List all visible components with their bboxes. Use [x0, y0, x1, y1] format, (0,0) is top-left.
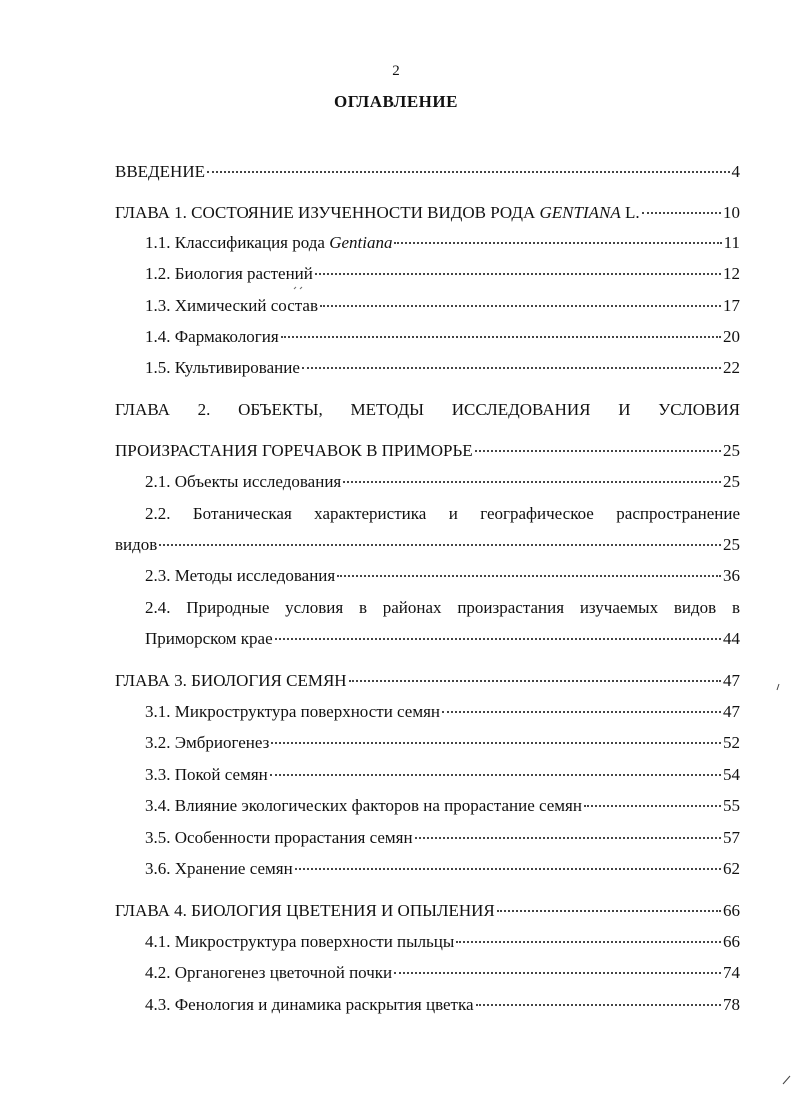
- dot-leader: [159, 544, 721, 546]
- toc-entry-3-6[interactable]: 3.6. Хранение семян 62: [145, 859, 740, 878]
- scan-mark: [777, 684, 779, 690]
- dot-leader: [475, 450, 721, 452]
- dot-leader: [584, 805, 721, 807]
- toc-entry-2-3[interactable]: 2.3. Методы исследования 36: [145, 566, 740, 585]
- scan-mark: [300, 287, 302, 289]
- scan-mark: [294, 287, 296, 289]
- dot-leader: [476, 1004, 721, 1006]
- toc-entry-2-4-line1[interactable]: 2.4. Природные условия в районах произрастания изучаемых видов в: [145, 598, 740, 617]
- toc-entry-1-5[interactable]: 1.5. Культивирование 22: [145, 358, 740, 377]
- toc-entry-chapter-4[interactable]: ГЛАВА 4. БИОЛОГИЯ ЦВЕТЕНИЯ И ОПЫЛЕНИЯ 66: [115, 901, 740, 920]
- scan-mark: [783, 1076, 790, 1084]
- toc-entry-2-2[interactable]: видов 25: [115, 535, 740, 554]
- dot-leader: [642, 212, 721, 214]
- dot-leader: [320, 305, 721, 307]
- dot-leader: [270, 774, 721, 776]
- toc-entry-3-2[interactable]: 3.2. Эмбриогенез 52: [145, 733, 740, 752]
- page-number: 2: [392, 63, 400, 79]
- toc-entry-4-2[interactable]: 4.2. Органогенез цветочной почки 74: [145, 963, 740, 982]
- dot-leader: [349, 680, 721, 682]
- dot-leader: [442, 711, 721, 713]
- toc-entry-chapter-2[interactable]: ПРОИЗРАСТАНИЯ ГОРЕЧАВОК В ПРИМОРЬЕ 25: [115, 441, 740, 460]
- toc-entry-2-1[interactable]: 2.1. Объекты исследования 25: [145, 472, 740, 491]
- toc-entry-3-1[interactable]: 3.1. Микроструктура поверхности семян 47: [145, 702, 740, 721]
- toc-entry-3-5[interactable]: 3.5. Особенности прорастания семян 57: [145, 828, 740, 847]
- dot-leader: [295, 868, 721, 870]
- toc-entry-chapter-2-line1[interactable]: ГЛАВА 2. ОБЪЕКТЫ, МЕТОДЫ ИССЛЕДОВАНИЯ И УСЛОВИЯ: [115, 400, 740, 419]
- toc-entry-2-2-line1[interactable]: 2.2. Ботаническая характеристика и географическое распространение: [145, 504, 740, 523]
- toc-entry-1-2[interactable]: 1.2. Биология растений 12: [145, 264, 740, 283]
- toc-entry-1-3[interactable]: 1.3. Химический состав 17: [145, 296, 740, 315]
- dot-leader: [275, 638, 721, 640]
- toc-entry-intro[interactable]: ВВЕДЕНИЕ 4: [115, 162, 740, 181]
- dot-leader: [456, 941, 721, 943]
- dot-leader: [343, 481, 721, 483]
- dot-leader: [207, 171, 730, 173]
- toc-entry-3-4[interactable]: 3.4. Влияние экологических факторов на прорастание семян 55: [145, 796, 740, 815]
- dot-leader: [415, 837, 721, 839]
- toc-entry-4-1[interactable]: 4.1. Микроструктура поверхности пыльцы 66: [145, 932, 740, 951]
- toc-entry-4-3[interactable]: 4.3. Фенология и динамика раскрытия цветка 78: [145, 995, 740, 1014]
- dot-leader: [337, 575, 721, 577]
- toc-entry-1-4[interactable]: 1.4. Фармакология 20: [145, 327, 740, 346]
- dot-leader: [497, 910, 721, 912]
- dot-leader: [394, 242, 721, 244]
- toc-entry-1-1[interactable]: 1.1. Классификация рода Gentiana 11: [145, 233, 740, 252]
- dot-leader: [315, 273, 721, 275]
- dot-leader: [302, 367, 721, 369]
- toc-entry-3-3[interactable]: 3.3. Покой семян 54: [145, 765, 740, 784]
- toc-entry-2-4[interactable]: Приморском крае 44: [145, 629, 740, 648]
- toc-entry-chapter-3[interactable]: ГЛАВА 3. БИОЛОГИЯ СЕМЯН 47: [115, 671, 740, 690]
- dot-leader: [271, 742, 721, 744]
- dot-leader: [281, 336, 721, 338]
- dot-leader: [394, 972, 721, 974]
- toc-entry-chapter-1[interactable]: ГЛАВА 1. СОСТОЯНИЕ ИЗУЧЕННОСТИ ВИДОВ РОДА GENTIANA L. 10: [115, 203, 740, 222]
- page-title: ОГЛАВЛЕНИЕ: [334, 92, 458, 111]
